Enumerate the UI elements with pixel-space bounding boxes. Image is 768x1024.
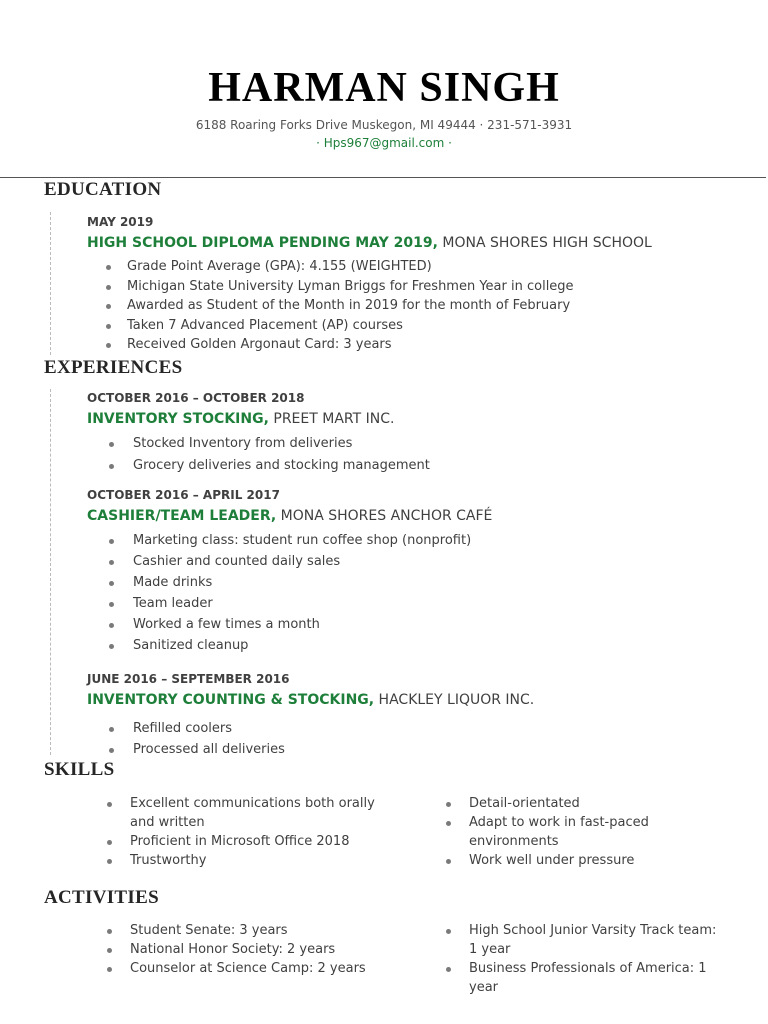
activity-item: High School Junior Varsity Track team: 1 year [426, 921, 719, 959]
education-school: MONA SHORES HIGH SCHOOL [437, 235, 652, 251]
skill-item: Work well under pressure [426, 851, 726, 870]
experience-bullet: Cashier and counted daily sales [87, 551, 747, 572]
skills-list [426, 794, 726, 870]
candidate-name: HARMAN SINGH [208, 65, 560, 111]
experience-bullet: Worked a few times a month [87, 614, 747, 635]
skill-item: Detail-orientated [426, 794, 726, 813]
experience-employer: HACKLEY LIQUOR INC. [374, 692, 535, 708]
skill-item: Excellent communications both orally and written [87, 794, 387, 832]
skills-column-right [426, 794, 726, 870]
section-title-activities: ACTIVITIES [44, 887, 159, 908]
section-title-skills: SKILLS [44, 759, 115, 780]
skill-item: Proficient in Microsoft Office 2018 [87, 832, 387, 851]
activities-column-left [87, 921, 387, 978]
skill-item: Adapt to work in fast-paced environments [426, 813, 669, 851]
skill-item: Trustworthy [87, 851, 387, 870]
activities-list [87, 921, 387, 978]
experience-entry [87, 671, 747, 760]
experience-bullet-list [87, 530, 747, 656]
experience-employer: MONA SHORES ANCHOR CAFÉ [276, 508, 493, 524]
resume-header [0, 62, 768, 152]
education-bullet: Grade Point Average (GPA): 4.155 (WEIGHTED) [87, 257, 747, 277]
experience-bullet: Grocery deliveries and stocking management [87, 455, 747, 477]
activities-column-right [426, 921, 726, 997]
education-entry [87, 214, 747, 355]
contact-address-phone: 6188 Roaring Forks Drive Muskegon, MI 49444 · 231-571-3931 [195, 118, 573, 132]
section-title-education: EDUCATION [44, 179, 162, 200]
experience-bullet: Team leader [87, 593, 747, 614]
education-title: HIGH SCHOOL DIPLOMA PENDING MAY 2019, [87, 235, 438, 251]
experience-title: INVENTORY STOCKING, [87, 411, 269, 427]
education-bullet: Awarded as Student of the Month in 2019 for the month of February [87, 296, 747, 316]
experience-date: OCTOBER 2016 – APRIL 2017 [87, 488, 280, 502]
experience-bullet-list [87, 718, 747, 760]
activity-item: National Honor Society: 2 years [87, 940, 387, 959]
education-date: MAY 2019 [87, 215, 154, 229]
experience-date: JUNE 2016 – SEPTEMBER 2016 [87, 672, 290, 686]
education-timeline-line [50, 212, 51, 355]
experience-heading [87, 690, 747, 710]
header-divider [0, 177, 766, 178]
education-bullet: Received Golden Argonaut Card: 3 years [87, 335, 747, 355]
skills-column-left [87, 794, 387, 870]
experiences-timeline-line [50, 389, 51, 755]
activity-item: Counselor at Science Camp: 2 years [87, 959, 387, 978]
experience-entry [87, 487, 747, 656]
contact-email: · Hps967@gmail.com · [316, 136, 452, 150]
experience-date: OCTOBER 2016 – OCTOBER 2018 [87, 391, 305, 405]
experience-bullet: Marketing class: student run coffee shop (nonprofit) [87, 530, 747, 551]
section-title-experiences: EXPERIENCES [44, 357, 183, 378]
education-bullet-list [87, 257, 747, 355]
experience-bullet: Sanitized cleanup [87, 635, 747, 656]
experience-bullet-list [87, 433, 747, 476]
experience-heading [87, 506, 747, 526]
experience-bullet: Stocked Inventory from deliveries [87, 433, 747, 455]
education-bullet: Michigan State University Lyman Briggs for Freshmen Year in college [87, 277, 747, 297]
education-heading [87, 233, 747, 253]
activity-item: Business Professionals of America: 1 year [426, 959, 726, 997]
experience-title: INVENTORY COUNTING & STOCKING, [87, 692, 375, 708]
experience-employer: PREET MART INC. [268, 411, 395, 427]
experience-entry [87, 390, 747, 476]
experience-bullet: Made drinks [87, 572, 747, 593]
activities-list [426, 921, 726, 997]
experience-bullet: Processed all deliveries [87, 739, 747, 760]
experience-bullet: Refilled coolers [87, 718, 747, 739]
skills-list [87, 794, 387, 870]
experience-heading [87, 409, 747, 429]
experience-title: CASHIER/TEAM LEADER, [87, 508, 277, 524]
education-bullet: Taken 7 Advanced Placement (AP) courses [87, 316, 747, 336]
activity-item: Student Senate: 3 years [87, 921, 387, 940]
